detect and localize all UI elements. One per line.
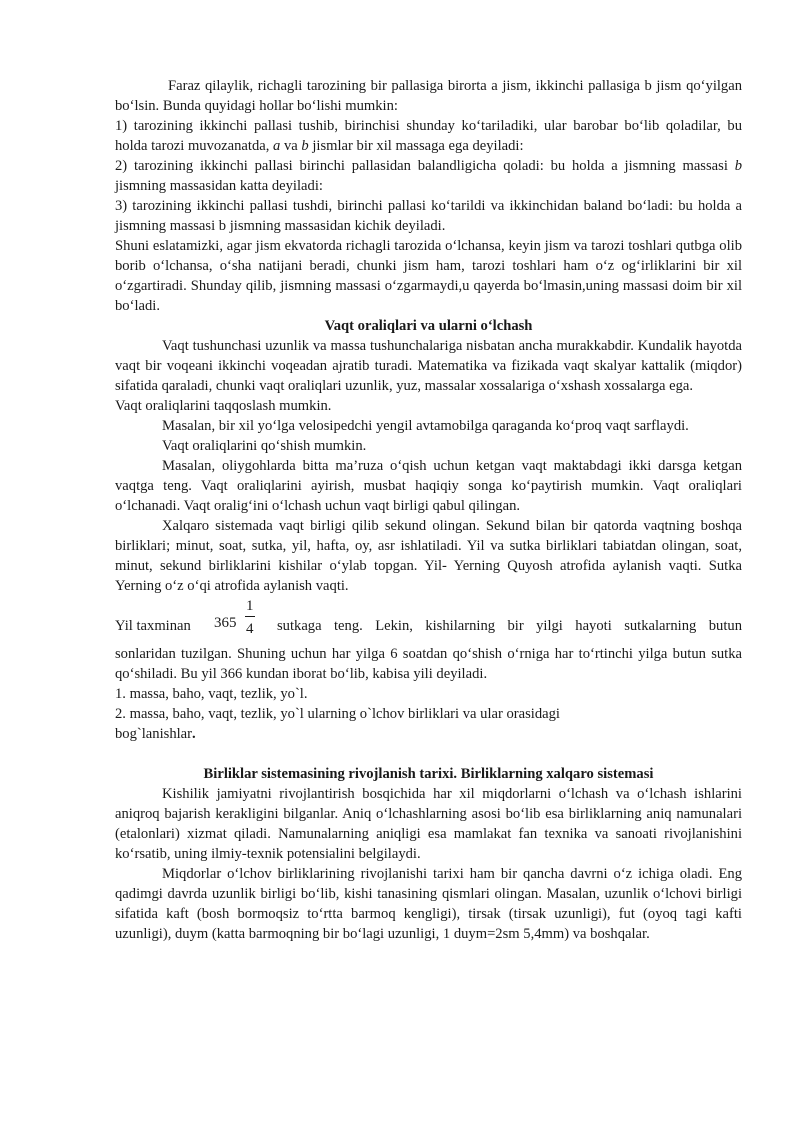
fraction-whole: 365	[214, 615, 237, 631]
paragraph-masalan-velosiped: Masalan, bir xil yo‘lga velosipedchi yengil avtamobilga qaraganda ko‘proq vaqt sarflaydi.	[162, 418, 689, 434]
item1-b-italic: b	[301, 138, 309, 154]
fraction-bar	[245, 616, 255, 617]
fraction-numerator: 1	[246, 598, 254, 614]
item2-end: jismning massasidan katta deyiladi:	[115, 178, 323, 194]
item1-va: va	[280, 138, 302, 154]
paragraph-miqdorlar: Miqdorlar o‘lchov birliklarining rivojlanishi tarixi ham bir qancha davrni o‘z ichiga oladi. Eng qadimgi davrda uzunlik birligi bo‘lib, kishi tanasining qismlari olingan. Masalan, uzunlik o‘lchovi birligi sifatida kaft (bosh bormoqsiz to‘rtta barmoq kengligi), tirsak (tirsak uzunligi), fut (oyoq tagi kafti uzunligi), duym (katta barmoqning bir bo‘lagi uzunligi, 1 duym=2sm 5,4mm) va boshqalar.	[115, 866, 742, 942]
list-item-3: 3) tarozining ikkinchi pallasi tushdi, birinchi pallasi ko‘tarildi va ikkinchidan baland bo‘ladi: bu holda a jismning massasi b jismning massasidan kichik deyiladi.	[115, 198, 742, 234]
item1-end: jismlar bir xil massaga ega deyiladi:	[308, 138, 524, 154]
list-item-1	[115, 116, 742, 156]
paragraph-kishilik: Kishilik jamiyatni rivojlantirish bosqichida har xil miqdorlarni o‘lchash va o‘lchash ishlarini aniqroq bajarish kerakligini bilganlar. Aniq o‘lchashlarning asosi bo‘lib esa birliklarning aniq namunalari (etalonlari) xizmat qiladi. Namunalarning aniqligi esa mamlakat fan texnika va sanoati rivojlanishini ko‘rsatib, uning ilmiy-texnik potensialini belgilaydi.	[115, 786, 742, 862]
item1-text: 1) tarozining ikkinchi pallasi tushib, birinchisi shunday ko‘tariladiki, ular barobar bo‘lib qoladilar, bu holda tarozi muvozanatda,	[115, 118, 742, 154]
paragraph-xalqaro-sistema: Xalqaro sistemada vaqt birligi qilib sekund olingan. Sekund bilan bir qatorda vaqtning boshqa birliklari; minut, soat, sutka, yil, hafta, oy, asr ishlatiladi. Yil va sutka birliklari tabiatdan olingan, soat, minut, sekund birliklarini kishilar o‘ylab topgan. Yil- Yerning Quyosh atrofida aylanish vaqti. Sutka Yerning o‘z o‘qi atrofida aylanish vaqti.	[115, 518, 742, 594]
spacer	[115, 744, 742, 764]
paragraph-vaqt-tushunchasi: Vaqt tushunchasi uzunlik va massa tushunchalariga nisbatan ancha murakkabdir. Kundalik hayotda vaqt bir voqeani ikkinchi voqeadan ajratib turadi. Matematika va fizikada vaqt skalyar kattalik (miqdor) sifatida qaraladi, chunki vaqt oraliqlari uzunlik, yuz, massalar xossalariga o‘xshash xossalarga ega.	[115, 338, 742, 394]
fraction-denominator: 4	[246, 621, 254, 637]
paragraph-faraz: Faraz qilaylik, richagli tarozining bir pallasiga birorta a jism, ikkinchi pallasiga b jism qo‘yilgan bo‘lsin. Bunda quyidagi hollar bo‘lishi mumkin:	[115, 78, 742, 114]
heading-vaqt-oraliqlari: Vaqt oraliqlari va ularni o‘lchash	[324, 318, 533, 334]
paragraph-sonlaridan: sonlaridan tuzilgan. Shuning uchun har yilga 6 soatdan qo‘shish o‘rniga har to‘rtinchi yilga butun sutka qo‘shiladi. Bu yil 366 kundan iborat bo‘lib, kabisa yili deyiladi.	[115, 646, 742, 682]
paragraph-qoshish: Vaqt oraliqlarini qo‘shish mumkin.	[162, 438, 367, 454]
list-item-2	[115, 156, 742, 196]
question-2-cont	[115, 724, 742, 744]
fraction-line	[115, 596, 742, 644]
question-1: 1. massa, baho, vaqt, tezlik, yo`l.	[115, 686, 308, 702]
item1-a-italic: a	[273, 138, 281, 154]
paragraph-shuni: Shuni eslatamizki, agar jism ekvatorda richagli tarozida o‘lchansa, keyin jism va tarozi toshlari qutbga olib borib o‘lchansa, o‘sha natijani beradi, chunki jism ham, tarozi toshlari ham o‘z og‘irliklarini bir xil o‘zgartiradi. Shunday qilib, jismning massasi o‘zgarmaydi,u qayerda bo‘lmasin,uning massasi doim bir xil bo‘ladi.	[115, 238, 742, 314]
fraction-lead-text: Yil taxminan	[115, 618, 191, 634]
paragraph-taqqoslash: Vaqt oraliqlarini taqqoslash mumkin.	[115, 398, 332, 414]
question-2: 2. massa, baho, vaqt, tezlik, yo`l ularning o`lchov birliklari va ular orasidagi	[115, 706, 560, 722]
item2-text: 2) tarozining ikkinchi pallasi birinchi pallasidan balandligicha qoladi: bu holda a jismning massasi	[115, 158, 735, 174]
item2-b-italic: b	[734, 158, 742, 174]
paragraph-masalan-oliygoh: Masalan, oliygohlarda bitta ma’ruza o‘qish uchun ketgan vaqt maktabdagi ikki darsga ketgan vaqtga teng. Vaqt oraliqlarini ayirish, musbat haqiqiy songa ko‘paytirish mumkin. Vaqt oraliqlari o‘lchanadi. Vaqt oralig‘ini o‘lchash uchun vaqt birligi qabul qilingan.	[115, 458, 742, 514]
document-page	[115, 76, 742, 944]
question-2-dot: .	[192, 726, 196, 742]
question-2-end: bog`lanishlar	[115, 726, 193, 742]
fraction-tail-text: sutkaga teng. Lekin, kishilarning bir yilgi hayoti sutkalarning butun	[277, 618, 742, 634]
heading-birliklar-sistemasi: Birliklar sistemasining rivojlanish tarixi. Birliklarning xalqaro sistemasi	[203, 766, 654, 782]
fraction-365-1-4	[214, 596, 270, 644]
